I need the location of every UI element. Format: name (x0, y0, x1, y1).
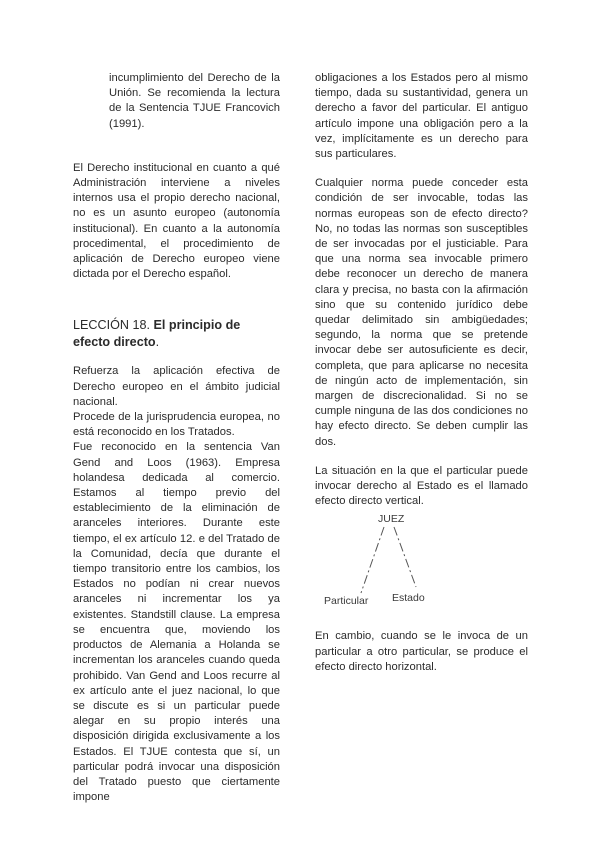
lesson-heading-suffix: . (155, 334, 160, 349)
efecto-vertical-paragraph: La situación en la que el particular puede invocar derecho al Estado es el llamado efecto directo vertical. (315, 464, 528, 508)
diagram-label-estado: Estado (392, 592, 425, 605)
line-juez-to-particular (361, 527, 384, 593)
diagram-label-juez: JUEZ (378, 513, 405, 526)
cualquier-norma-paragraph: Cualquier norma puede conceder esta condición de ser invocable, todas las normas europeas son de efecto directo? No, no todas las normas son susceptibles de ser invocadas por el justiciable. Para que una norma sea invocable primero debe reconocer un derecho de manera clara y precisa, no basta con la afirmación sino que su contenido jurídico debe quedar delimitado sin ambigüedades; segundo, la norma que se pretende invocar debe ser autosuficiente es decir, completa, que para aplicarse no necesita de ningún acto de implementación, sin margen de discrecionalidad. Si no se cumple ninguna de las dos condiciones no hay efecto directo. Se deben cumplir las dos. (315, 177, 528, 448)
line-juez-to-estado (394, 527, 416, 587)
lesson-heading-title: El principio de efecto directo (73, 318, 241, 349)
efecto-horizontal-paragraph: En cambio, cuando se le invoca de un particular a otro particular, se produce el efecto directo horizontal. (315, 630, 528, 673)
refuerza-paragraph: Refuerza la aplicación efectiva de Derecho europeo en el ámbito judicial nacional. (73, 365, 280, 408)
van-gend-paragraph: Fue reconocido en la sentencia Van Gend and Loos (1963). Empresa holandesa dedicada al comercio. Estamos al tiempo previo del establecimiento de la eliminación de aranceles interiores. Durante este tiempo, el ex artículo 12. e del Tratado de la Comunidad, decía que durante el tiempo transitorio entre los cambios, los Estados no podían ni crear nuevos aranceles ni incrementar los ya existentes. Standstill clause. La empresa se encuentra que, moviendo los productos de Alemania a Holanda se incrementan los aranceles cuando queda prohibido. Van Gend and Loos recurre al ex artículo ante el juez nacional, lo que se discute es si un particular puede alegar en su propio interés una disposición dirigida exclusivamente a los Estados. El TJUE contesta que sí, un particular podrá invocar una disposición del Tratado puesto que ciertamente impone (73, 441, 280, 804)
vertical-effect-diagram (315, 513, 528, 613)
right-column (315, 71, 528, 675)
continued-paragraph: incumplimiento del Derecho de la Unión. Se recomienda la lectura de la Sentencia TJUE Francovich (1991). (109, 72, 280, 130)
left-column (73, 71, 280, 805)
procede-paragraph: Procede de la jurisprudencia europea, no está reconocido en los Tratados. (73, 411, 280, 439)
lesson-heading-prefix: LECCIÓN 18. (73, 318, 154, 333)
lesson-heading (73, 317, 280, 350)
obligaciones-paragraph: obligaciones a los Estados pero al mismo tiempo, dada su sustantividad, genera un derecho a favor del particular. El antiguo artículo impone una obligación pero a la vez, implícitamente es un derecho para sus particulares. (315, 72, 528, 161)
diagram-label-particular: Particular (324, 595, 369, 608)
institutional-paragraph: El Derecho institucional en cuanto a qué Administración interviene a niveles internos usa el propio derecho nacional, no es un asunto europeo (autonomía institucional). En cuanto a la autonomía procedimental, el procedimiento de aplicación de Derecho europeo viene dictada por el Derecho español. (73, 161, 280, 281)
